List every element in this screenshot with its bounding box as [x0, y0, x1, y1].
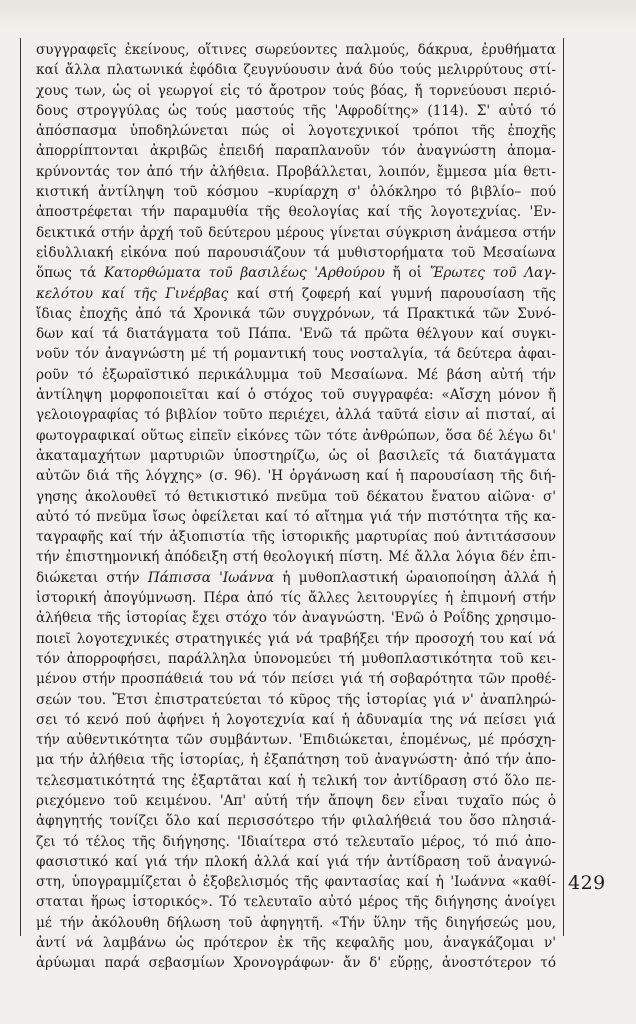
text-line: ἀντίληψη μορφοποιεῖται καί ὁ στόχος τοῦ συγγραφέα: «Αἴσχη μόνον ἤ [36, 387, 556, 404]
text-line: γησης ἀκολουθεῖ τό θετικιστικό πνεῦμα τοῦ δέκατου ἔνατου αἰῶνα· σ' [36, 488, 556, 505]
text-line: ταγραφῆς καί τήν ἀξιοπιστία τῆς ἱστορικῆς μαρτυρίας πού ἀντιτάσσουν [36, 529, 556, 546]
text-line: τήν ἐπιστημονική ἀπόδειξη στή θεολογική πίστη. Μέ ἄλλα λόγια δέν ἐπι- [36, 549, 556, 566]
page-number: 429 [568, 872, 606, 894]
text-line: ροῦν τό ἐξωραϊστικό περικάλυμμα τοῦ Μεσαίωνα. Μέ βάση αὐτή τήν [36, 366, 556, 383]
text-line: συγγραφεῖς ἐκείνους, οἵτινες σωρεύοντες παλμούς, δάκρυα, ἐρυθήματα [36, 42, 556, 58]
text-line: ἀπόσπασμα ὑποδηλώνεται πώς οἱ λογοτεχνικοί τρόποι τῆς ἐποχῆς [36, 123, 556, 140]
text-line: κιστική ἀντίληψη τοῦ κόσμου –κυρίαρχη σ' ὁλόκληρο τό βιβλίο– πού [36, 184, 556, 201]
text-line: ἴδιας ἐποχῆς ἀπό τά Χρονικά τῶν συγχρόνων, τά Πρακτικά τῶν Συνό- [36, 305, 556, 322]
text-line: ἀκαταμαχήτων μαρτυριῶν ὑποστηρίζω, ὡς οἱ βασιλεῖς τά διατάγματα [36, 447, 556, 464]
text-line: ριεχόμενο τοῦ κειμένου. 'Απ' αὐτή τήν ἄποψη δεν εἶναι τυχαῖο πώς ὁ [36, 792, 556, 809]
text-line: ποιεῖ λογοτεχνικές στρατηγικές γιά νά τραβήξει τήν προσοχή του καί νά [36, 630, 556, 647]
text-line: σεών του. Ἔτσι ἐπιστρατεύεται τό κῦρος τῆς ἱστορίας γιά ν' ἀναπληρώ- [36, 691, 556, 708]
text-line: καί ἄλλα πλατωνικά ἐφόδια ζευγνύουσιν ἀνά δύο τούς μελιρρύτους στί- [36, 62, 556, 79]
text-line: νοῦν τόν ἀναγνώστη μέ τή ρομαντική τους νοσταλγία, τά δεύτερα ἀφαι- [36, 346, 556, 363]
text-line: χους των, ὡς οἱ γεωργοί εἰς τό ἄροτρον τούς βόας, ἤ τορνεύουσι περιό- [36, 82, 556, 99]
text-line: μένου στήν προσπάθειά του νά τόν πείσει γιά τή σοβαρότητα τῶν προθέ- [36, 671, 556, 688]
text-line: γελοιογραφίας τό βιβλίον τοῦτο περιέχει, ἀλλά ταῦτά εἰσιν αἱ πισταί, αἱ [36, 407, 556, 424]
text-line: φασιστικό καί γιά τήν πλοκή ἀλλά καί γιά τήν ἀντίδραση τοῦ ἀναγνώ- [36, 853, 556, 870]
text-line: τελεσματικότητά της ἐξαρτᾶται καί ἡ τελική τον ἀντίδραση στό ὅλο πε- [36, 772, 556, 789]
text-line: ἀλήθεια τῆς ἱστορίας ἔχει στόχο τόν ἀναγνώστη. 'Ενῶ ὁ Ροΐδης χρησιμο- [36, 610, 556, 627]
text-line: στη, ὑπογραμμίζεται ὁ ἐξοβελισμός τῆς φαντασίας καί ἡ 'Ιωάννα «καθί- [36, 874, 556, 891]
text-line: τόν ἀπορροφήσει, παράλληλα ὑπονομεύει τή μυθοπλαστικότητα τοῦ κει- [36, 650, 556, 667]
text-line: ζει τό τέλος τῆς διήγησης. 'Ιδιαίτερα στό τελευταῖο μέρος, τό πιό ἀπο- [36, 833, 556, 850]
text-line: σταται ἥρως ἱστορικός». Τό τελευταῖο αὐτό μέρος τῆς διήγησης ἀνοίγει [36, 894, 556, 911]
text-line: σει τό κενό πού ἀφήνει ἡ λογοτεχνία καί ἡ ἀδυναμία της νά πείσει γιά [36, 711, 556, 728]
text-line: δεικτικά στήν ἀρχή τοῦ δεύτερου μέρους γίνεται σύγκριση ἀνάμεσα στήν [36, 224, 556, 241]
body-text [36, 40, 556, 974]
text-line: τήν αὐθεντικότητα τῶν συμβάντων. 'Επιδιώκεται, ἑπομένως, μέ πρόσχη- [36, 732, 556, 749]
text-line: φωτογραφικαί οὕτως εἰπεῖν εἰκόνες τῶν τότε ἀνθρώπων, ὅσα δέ λέγω δι' [36, 427, 556, 444]
text-line: μέ τήν ἀκόλουθη δήλωση τοῦ ἀφηγητῆ. «Τήν ὕλην τῆς διηγήσεώς μου, [36, 914, 556, 931]
text-line: εἰδυλλιακή εἰκόνα πού παρουσιάζουν τά μυθιστορήματα τοῦ Μεσαίωνα [36, 244, 556, 261]
text-line: ὅπως τά Κατορθώματα τοῦ βασιλέως 'Αρθούρου ἤ οἱ Ἔρωτες τοῦ Λαγ- [36, 265, 556, 282]
scan-shadow [0, 0, 636, 30]
left-margin-rule [20, 38, 21, 936]
text-line: αὐτῶν διά τῆς λόγχης» (σ. 96). 'Η ὀργάνωση καί ἡ παρουσίαση τῆς διή- [36, 468, 556, 485]
right-margin-rule [563, 38, 564, 936]
text-line: ἀφηγητής τονίζει ὅλο καί περισσότερο τήν φιλαλήθειά του ὅσο πλησιά- [36, 813, 556, 830]
text-line: ἀρύωμαι παρά σεβασμίων Χρονογράφων· ἄν δ' εὕρῃς, ἀνοστότερον τό [36, 955, 556, 972]
text-line: ἀντί νά λαμβάνω ὡς πρότερον ἐκ τῆς κεφαλῆς μου, ἀναγκάζομαι ν' [36, 935, 556, 952]
text-line: μα τήν ἀλήθεια τῆς ἱστορίας, ἡ ἐξαπάτηση τοῦ ἀναγνώστη· ἀπό τήν ἀπο- [36, 752, 556, 769]
text-line: αὐτό τό πνεῦμα ἴσως ὀφείλεται καί τό αἴτημα γιά τήν πιστότητα τῆς κα- [36, 508, 556, 525]
text-line: ἀποστρέφεται τήν παραμυθία τῆς θεολογίας καί τῆς λογοτεχνίας. 'Εν- [36, 204, 556, 221]
text-line: ἀπορρίπτονται ἀκριβῶς ἐπειδή παραπλανοῦν τόν ἀναγνώστη ἀπομα- [36, 143, 556, 160]
text-line: κελότου καί τῆς Γινέρβας καί στή ζοφερή καί γυμνή παρουσίαση τῆς [36, 285, 556, 302]
text-line: διώκεται στήν Πάπισσα 'Ιωάννα ἡ μυθοπλαστική ὡραιοποίηση ἀλλά ἡ [36, 569, 556, 586]
text-line: ἱστορική ἀπογύμνωση. Πέρα ἀπό τίς ἄλλες λειτουργίες ἡ ἐπιμονή στήν [36, 590, 556, 607]
text-line: δους στρογγύλας ὡς τούς μαστούς τῆς 'Αφροδίτης» (114). Σ' αὐτό τό [36, 102, 556, 119]
text-line: κρύνοντάς τον ἀπό τήν ἀλήθεια. Προβάλλεται, λοιπόν, ἔμμεσα μία θετι- [36, 163, 556, 180]
text-line: δων καί τά διατάγματα τοῦ Πάπα. 'Ενῶ τά πρῶτα θέλγουν καί συγκι- [36, 326, 556, 343]
